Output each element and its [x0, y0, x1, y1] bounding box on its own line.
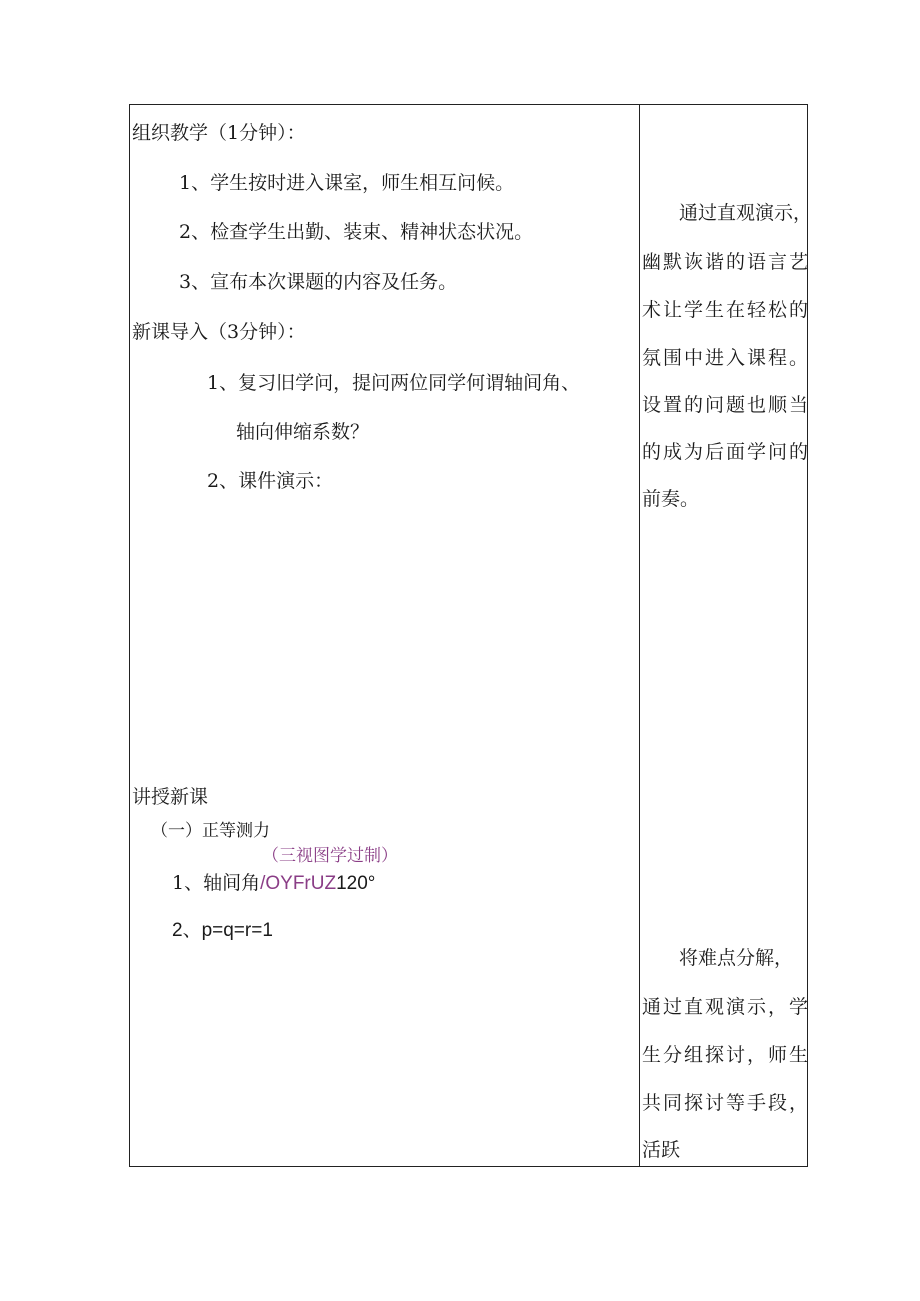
note-line: 前奏。	[642, 488, 700, 510]
formula-axis-angle-prefix: 1、轴间角	[172, 872, 261, 894]
formula-coefficients: 2、p=q=r=1	[172, 920, 273, 941]
note-line: 通过直观演示，学	[642, 996, 808, 1018]
organize-item-2: 2、检查学生出勤、装束、精神状态状况。	[179, 221, 534, 243]
note-line: 设置的问题也顺当	[642, 394, 808, 416]
note-line: 氛围中进入课程。	[642, 347, 808, 369]
formula-axis-angle-symbol: /OYFrUZ	[260, 873, 337, 894]
note-line: 共同探讨等手段，	[642, 1092, 808, 1114]
subsection-isometric: （一）正等测力	[151, 821, 270, 841]
note-line: 活跃	[642, 1139, 681, 1161]
note-line: 将难点分解，	[679, 947, 794, 969]
section-title-new-lesson: 讲授新课	[132, 786, 209, 808]
intro-item-1b: 轴向伸缩系数？	[236, 421, 370, 443]
organize-item-3: 3、宣布本次课题的内容及任务。	[179, 271, 458, 293]
note-three-view: （三视图学过制）	[262, 846, 398, 866]
intro-item-1a: 1、复习旧学问，提问两位同学何谓轴间角、	[207, 372, 581, 394]
formula-axis-angle	[172, 871, 375, 896]
intro-item-2: 2、课件演示：	[207, 470, 334, 492]
note-line: 生分组探讨，师生	[642, 1044, 808, 1066]
section-title-organize: 组织教学（1分钟）：	[132, 122, 306, 144]
note-line: 的成为后面学问的	[642, 441, 808, 463]
note-line: 术让学生在轻松的	[642, 299, 808, 321]
formula-axis-angle-value: 120°	[336, 873, 376, 894]
note-line: 通过直观演示，	[679, 202, 813, 224]
note-line: 幽默诙谐的语言艺	[642, 251, 808, 273]
section-title-intro: 新课导入（3分钟）：	[132, 321, 306, 343]
column-divider	[639, 104, 640, 1167]
organize-item-1: 1、学生按时进入课室，师生相互问候。	[179, 172, 515, 194]
